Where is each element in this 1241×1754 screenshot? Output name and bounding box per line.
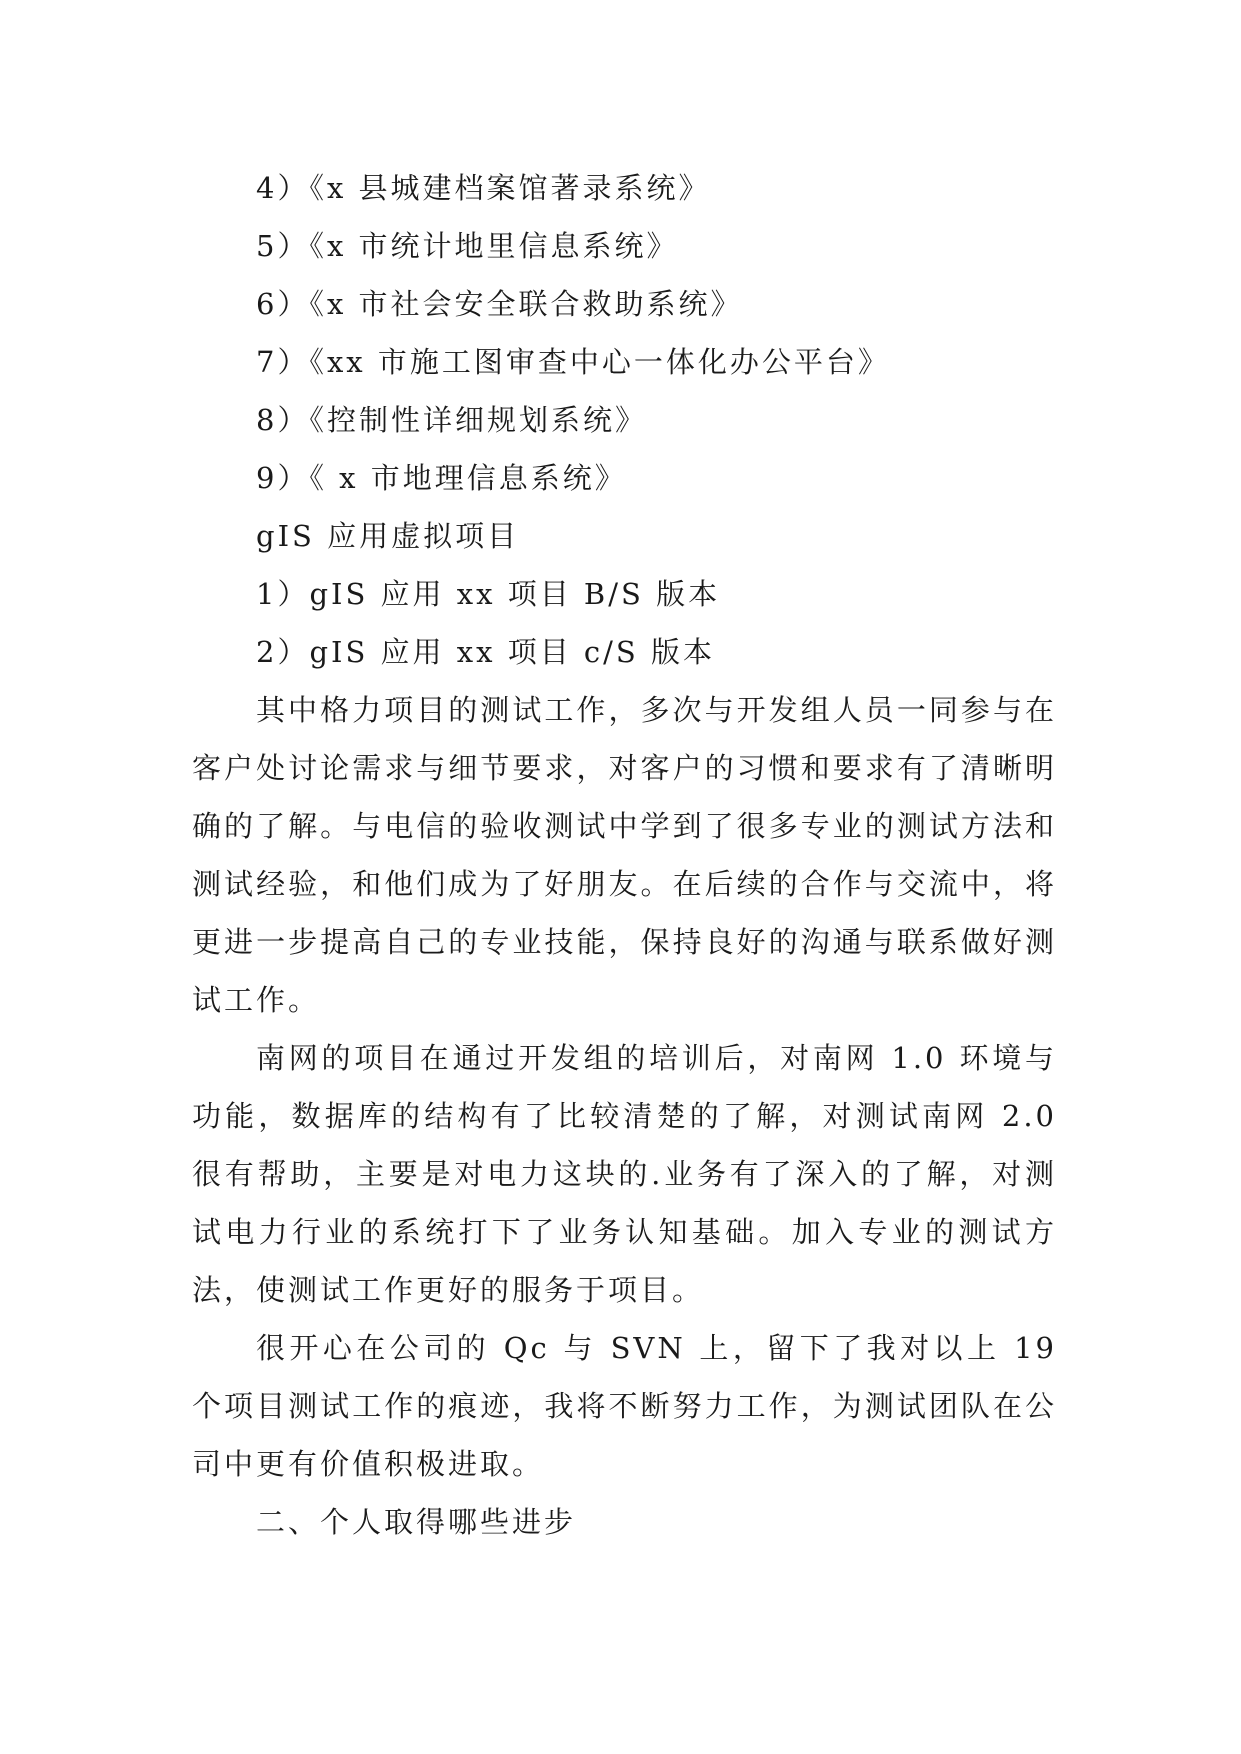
paragraph-southern-grid: 南网的项目在通过开发组的培训后，对南网 1.0 环境与功能，数据库的结构有了比较清楚的了解，对测试南网 2.0 很有帮助，主要是对电力这块的.业务有了深入的了解，对测试电力行业的系统打下了业务认知基础。加入专业的测试方法，使测试工作更好的服务于项目。: [192, 1041, 1057, 1307]
document-body: [192, 159, 1057, 1551]
gis-list-item: 1）gIS 应用 xx 项目 B/S 版本: [256, 577, 721, 611]
list-item: 4）《x 县城建档案馆著录系统》: [256, 171, 711, 205]
section-heading: 二、个人取得哪些进步: [256, 1505, 577, 1539]
list-item: 6）《x 市社会安全联合救助系统》: [256, 287, 743, 321]
list-item: 5）《x 市统计地里信息系统》: [256, 229, 679, 263]
paragraph-qc-svn: 很开心在公司的 Qc 与 SVN 上，留下了我对以上 19 个项目测试工作的痕迹，我将不断努力工作，为测试团队在公司中更有价值积极进取。: [192, 1331, 1057, 1481]
gis-heading: gIS 应用虚拟项目: [256, 519, 520, 553]
list-item: 7）《xx 市施工图审查中心一体化办公平台》: [256, 345, 890, 379]
list-item: 9）《 x 市地理信息系统》: [256, 461, 627, 495]
gis-list-item: 2）gIS 应用 xx 项目 c/S 版本: [256, 635, 716, 669]
list-item: 8）《控制性详细规划系统》: [256, 403, 647, 437]
paragraph-gree-project: 其中格力项目的测试工作，多次与开发组人员一同参与在客户处讨论需求与细节要求，对客户的习惯和要求有了清晰明确的了解。与电信的验收测试中学到了很多专业的测试方法和测试经验，和他们成为了好朋友。在后续的合作与交流中，将更进一步提高自己的专业技能，保持良好的沟通与联系做好测试工作。: [192, 693, 1057, 1017]
